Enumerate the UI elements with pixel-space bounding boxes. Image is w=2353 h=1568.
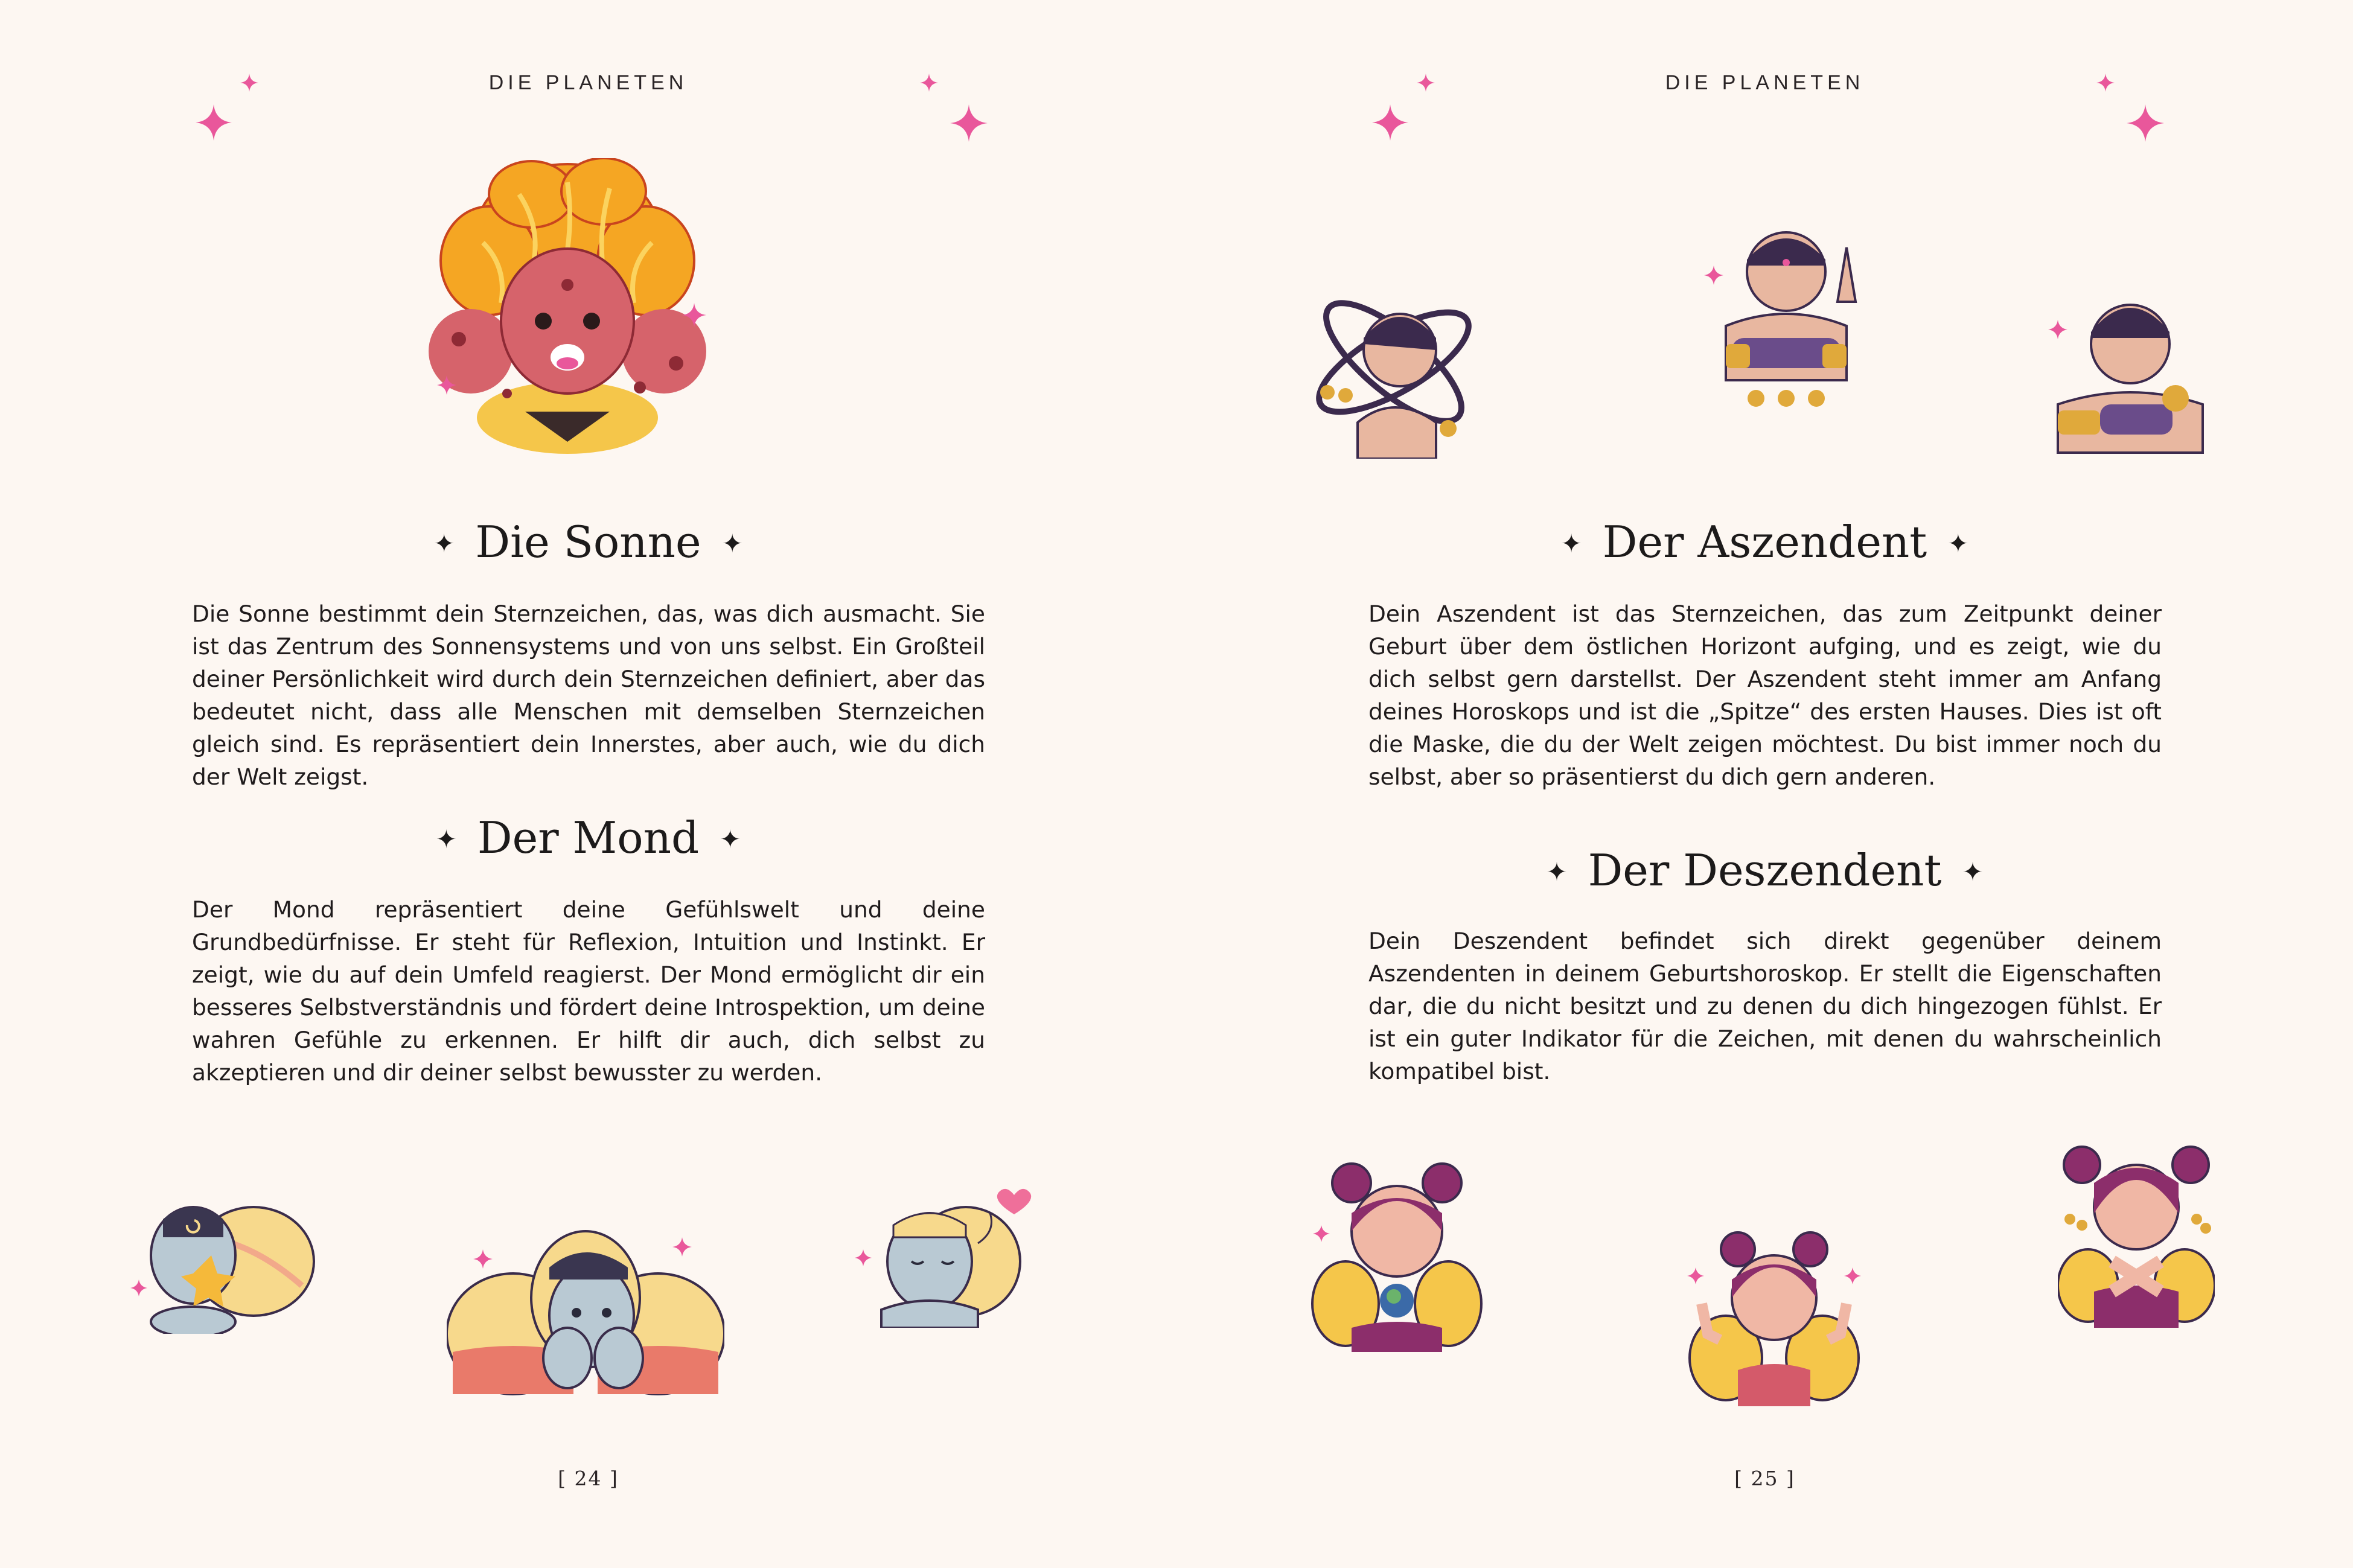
sparkle-icon — [950, 101, 988, 145]
four-point-star-icon: ✦ — [721, 528, 743, 558]
ascendant-character-illustration — [1696, 205, 1877, 410]
section-title-text: Die Sonne — [475, 517, 701, 567]
running-head: DIE PLANETEN — [1665, 71, 1865, 94]
sparkle-icon — [2127, 101, 2164, 145]
sparkle-icon — [920, 71, 938, 94]
descendant-character-illustration — [2058, 1141, 2215, 1334]
right-page — [1176, 0, 2353, 1568]
four-point-star-icon: ✦ — [1962, 856, 1984, 887]
four-point-star-icon: ✦ — [433, 528, 455, 558]
sparkle-icon — [1372, 101, 1408, 144]
section-body-aszendent: Dein Aszendent ist das Sternzeichen, das zum Zeitpunkt deiner Geburt über dem östlichen Horizont aufging, und es zeigt, wie du dich selbst gern darstellst. Der Aszendent steht immer am Anfang deines Horoskops und ist die „Spitze“ des ersten Hauses. Dies ist oft die Maske, die du der Welt zeigen möchtest. Du bist immer noch du selbst, aber so präsentierst du dich gern anderen. — [1368, 601, 2162, 790]
descendant-character-illustration — [1684, 1231, 1865, 1412]
four-point-star-icon: ✦ — [720, 824, 741, 854]
four-point-star-icon: ✦ — [1947, 528, 1969, 558]
moon-character-illustration — [121, 1189, 320, 1334]
ascendant-character-illustration — [1303, 272, 1484, 459]
page-number: [ 25 ] — [1734, 1467, 1795, 1490]
four-point-star-icon: ✦ — [435, 824, 457, 854]
ascendant-character-illustration — [2046, 266, 2215, 459]
section-body-mond: Der Mond repräsentiert deine Gefühlswelt und deine Grundbedürfnisse. Er steht für Reflexion, Intuition und Instinkt. Er zeigt, wie du auf dein Umfeld reagierst. Der Mond ermöglicht dir ein besseres Selbstverständnis und fördert deine Introspektion, um deine wahren Gefühle zu erkennen. Er hilft dir auch, dich selbst zu akzeptieren und dir deiner selbst bewusster zu werden. — [192, 896, 985, 1086]
sparkle-icon — [1417, 71, 1435, 94]
sparkle-icon — [196, 101, 232, 144]
section-body-deszendent: Dein Deszendent befindet sich direkt gegenüber deinem Aszendenten in deinem Geburtshoroskop. Er stellt die Eigenschaften dar, die du nicht besitzt und zu denen du dich hingezogen fühlst. Er ist ein guter Indikator für die Zeichen, mit denen du wahrscheinlich kompatibel bist. — [1368, 928, 2162, 1085]
section-title-mond — [0, 812, 1176, 863]
heart-icon — [997, 1189, 1031, 1214]
four-point-star-icon: ✦ — [1560, 528, 1582, 558]
section-title-text: Der Aszendent — [1602, 517, 1927, 567]
section-title-aszendent — [1176, 517, 2353, 567]
section-title-text: Der Mond — [477, 812, 700, 863]
section-title-sonne — [0, 517, 1176, 567]
sun-character-illustration — [410, 158, 724, 460]
four-point-star-icon: ✦ — [1546, 856, 1568, 887]
moon-character-illustration — [845, 1177, 1038, 1328]
running-head: DIE PLANETEN — [488, 71, 688, 94]
descendant-character-illustration — [1309, 1159, 1484, 1358]
sparkle-icon — [2096, 71, 2115, 94]
page-number: [ 24 ] — [558, 1467, 619, 1490]
section-title-deszendent — [1176, 845, 2353, 896]
section-body-sonne: Die Sonne bestimmt dein Sternzeichen, das, was dich ausmacht. Sie ist das Zentrum des Sonnensystems und von uns selbst. Ein Großteil deiner Persönlichkeit wird durch dein Sternzeichen definiert, aber das bedeutet nicht, dass alle Menschen mit demselben Sternzeichen gleich sind. Es repräsentiert dein Innerstes, aber auch, wie du dich der Welt zeigst. — [192, 601, 985, 790]
sparkle-icon — [240, 71, 258, 94]
section-title-text: Der Deszendent — [1588, 845, 1942, 896]
moon-character-illustration — [447, 1201, 724, 1406]
left-page — [0, 0, 1176, 1568]
